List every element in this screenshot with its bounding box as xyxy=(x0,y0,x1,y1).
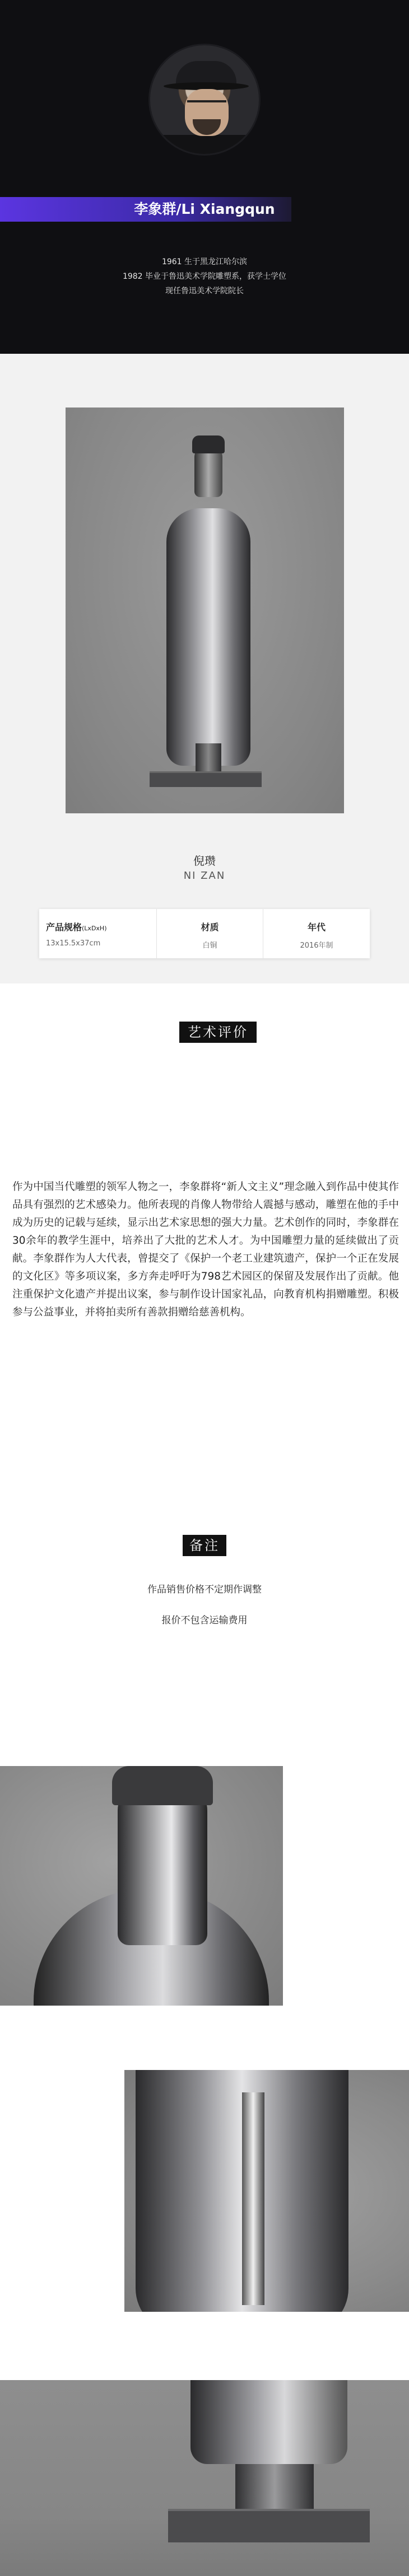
artist-header xyxy=(0,0,409,354)
spec-year-value: 2016年制 xyxy=(300,942,333,950)
artwork-image xyxy=(66,408,344,813)
notes-heading: 备注 xyxy=(183,1535,226,1556)
detail-photo-robe xyxy=(124,2070,409,2312)
note-line: 作品销售价格不定期作调整 xyxy=(147,1584,262,1595)
spec-table xyxy=(39,909,370,958)
spec-material xyxy=(157,909,263,958)
artist-name: 李象群/Li Xiangqun xyxy=(134,201,275,217)
spec-size-unit: (LxDxH) xyxy=(82,925,107,932)
spec-year-label: 年代 xyxy=(307,922,326,933)
bio-line: 1982 毕业于鲁迅美术学院雕塑系，获学士学位 xyxy=(122,272,287,281)
sculpture-figure xyxy=(166,508,250,766)
spec-size xyxy=(39,909,157,958)
artwork-title-cn: 倪瓒 xyxy=(193,854,216,868)
evaluation-heading: 艺术评价 xyxy=(179,1022,257,1043)
detail-photo-head xyxy=(0,1766,283,2006)
artist-bio xyxy=(0,255,409,298)
spec-material-value: 白铜 xyxy=(202,942,217,950)
artwork-section xyxy=(0,354,409,983)
sculpture-base xyxy=(150,771,262,787)
bio-line: 1961 生于黑龙江哈尔滨 xyxy=(161,257,248,266)
artist-avatar xyxy=(148,44,261,156)
evaluation-text: 作为中国当代雕塑的领军人物之一，李象群将“新人文主义”理念融入到作品中使其作品具有强烈的艺术感染力。他所表现的肖像人物带给人震撼与感动，雕塑在他的手中成为历史的记载与延续，显示出艺术家思想的强大力量。艺术创作的同时，李象群在30余年的教学生涯中，培养出了大批的艺术人才。为中国雕塑力量的延续做出了贡献。李象群作为人大代表，曾提交了《保护一个老工业建筑遗产，保护一个正在发展的文化区》等多项议案，多方奔走呼吁为798艺术园区的保留及发展作出了贡献。他注重保护文化遗产并提出议案，参与制作设计国家礼品，向教育机构捐赠雕塑。积极参与公益事业，并将拍卖所有善款捐赠给慈善机构。 xyxy=(12,1181,399,1318)
bio-line: 现任鲁迅美术学院院长 xyxy=(165,287,244,296)
detail-photo-base xyxy=(0,2380,409,2576)
spec-size-value: 13x15.5x37cm xyxy=(46,939,101,948)
spec-material-label: 材质 xyxy=(201,922,219,933)
spec-size-label: 产品规格 xyxy=(46,922,82,933)
spec-year xyxy=(263,909,370,958)
note-line: 报价不包含运输费用 xyxy=(161,1615,248,1626)
artwork-title-en: NI ZAN xyxy=(183,870,226,882)
